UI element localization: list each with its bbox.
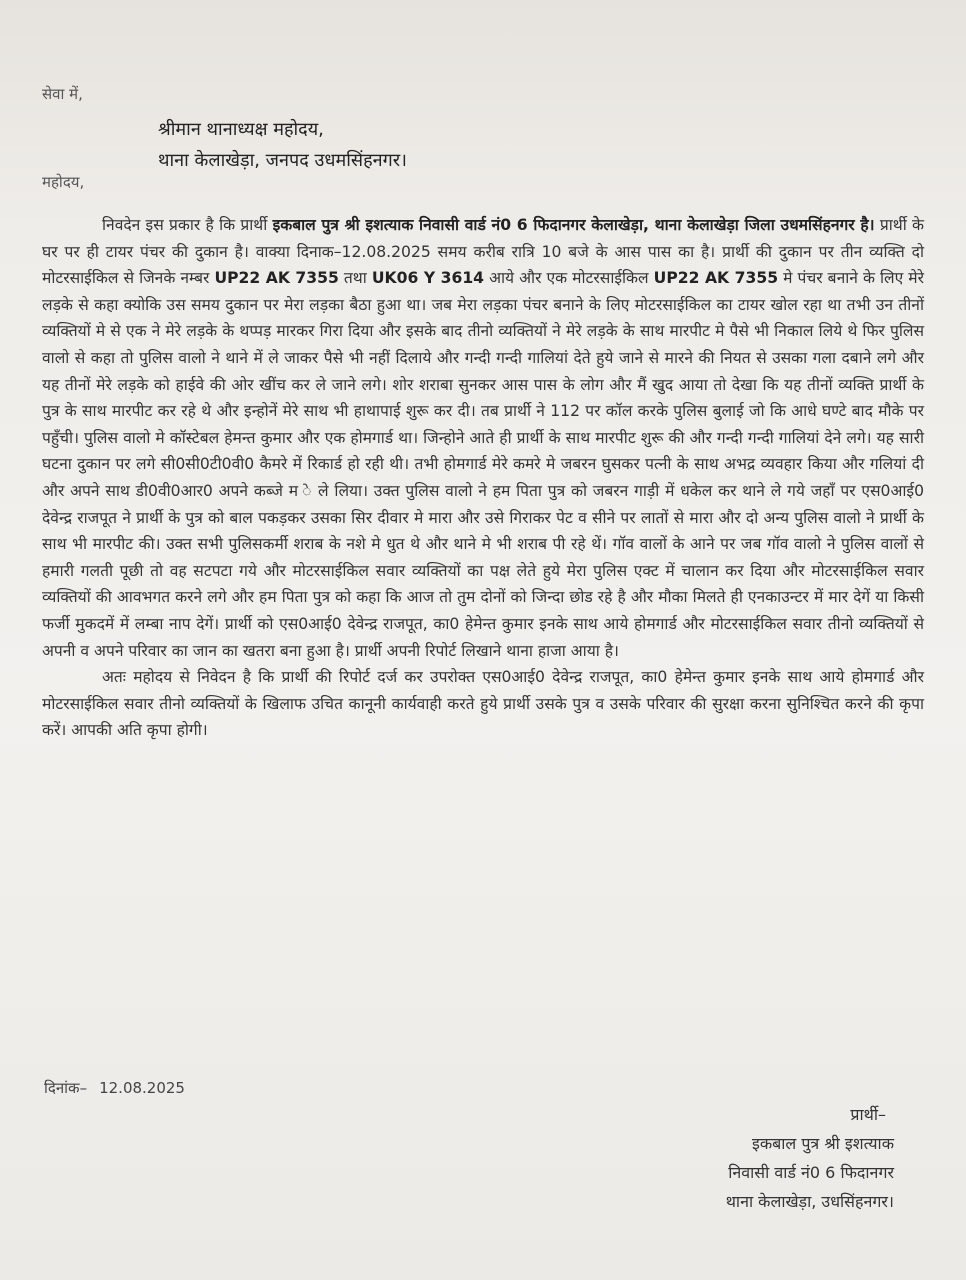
signature-line-1: इकबाल पुत्र श्री इशत्याक <box>751 1134 894 1153</box>
salutation: सेवा में, <box>42 85 83 103</box>
body-paragraph-1 <box>42 212 924 664</box>
addressee-block <box>158 114 407 176</box>
date-line <box>44 1078 185 1098</box>
p1-text-3: तथा <box>338 269 372 288</box>
p1-text-1: निवदेन इस प्रकार है कि प्रार्थी <box>102 216 273 234</box>
p1-text-4: आये और एक मोटरसाईकिल <box>484 269 654 288</box>
p1-text-5: मे पंचर बनाने के लिए मेरे लड़के से कहा क्योकि उस समय दुकान पर मेरा लड़का बैठा हुआ था। जब मेरा लड़का पंचर बनाने के लिए मोटरसाईकिल का टायर खोल रहा था तभी उन तीनों व्यक्तियों मे से एक ने मेरे लड़के के थप्पड़ मारकर गिरा दिया और इसके बाद तीनो व्यक्तियों ने मेरे लड़के के साथ मारपीट मे पैसे भी निकाल लिये थे फिर पुलिस वालो से कहा तो पुलिस वालो ने थाने में ले जाकर पैसे भी नहीं दिलाये और गन्दी गन्दी गालियां देते हुये जाने से मारने की नियत से उसका गला दबाने लगे और यह तीनों मेरे लड़के को हाईवे की ओर खींच कर ले जाने लगे। शोर शराबा सुनकर आस पास के लोग और मैं खुद आया तो देखा कि यह तीनों व्यक्ति प्रार्थी के पुत्र के साथ मारपीट कर रहे थे और इन्होनें मेरे साथ भी हाथापाई शुरू कर दी। तब प्रार्थी ने 112 पर कॉल करके पुलिस बुलाई जो कि आधे घण्टे बाद मौके पर पहुँची। पुलिस वालो मे कॉस्टेबल हेमन्त कुमार और एक होमगार्ड था। जिन्होने आते ही प्रार्थी के साथ मारपीट शुरू की और गन्दी गन्दी गालियां देने लगे। यह सारी घटना दुकान पर लगे सी0सी0टी0वी0 कैमरे में रिकार्ड हो रही थी। तभी होमगार्ड मेरे कमरे मे जबरन घुसकर पत्नी के साथ अभद्र व्यवहार किया और गलियां दी और अपने साथ डी0वी0आर0 अपने कब्जे म े ले लिया। उक्त पुलिस वालो ने हम पिता पुत्र को जबरन गाड़ी में धकेल कर थाने ले गये जहाँ पर एस0आई0 देवेन्द्र राजपूत ने प्रार्थी के पुत्र को बाल पकड़कर उसका सिर दीवार मे मारा और उसे गिराकर पेट व सीने पर लातों से मारा और दो अन्य पुलिस वालो ने प्रार्थी के साथ भी मारपीट की। उक्त सभी पुलिसकर्मी शराब के नशे मे धुत थे और थाने मे भी शराब पी रहे थें। गॉव वालों के आने पर जब गॉव वालो ने पुलिस वालों से हमारी गलती पूछी तो वह सटपटा गये और मोटरसाईकिल सवार व्यक्तियों का पक्ष लेते हुये मेरा पुलिस एक्ट में चालान कर दिया और मोटरसाईकिल सवार व्यक्तियों की आवभगत करने लगे और हम पिता पुत्र को कहा कि आज तो तुम दोनों को जिन्दा छोड रहे है और मौका मिलते ही एनकाउन्टर में मार देगें या किसी फर्जी मुकदमें में लम्बा नाप देगें। प्रार्थी को एस0आई0 देवेन्द्र राजपूत, का0 हेमेन्त कुमार इनके साथ आये होमगार्ड और मोटरसाईकिल सवार तीनो व्यक्तियों से अपनी व अपने परिवार का जान का खतरा बना हुआ है। प्रार्थी अपनी रिपोर्ट लिखाने थाना हाजा आया है। <box>42 269 925 660</box>
vehicle-number-2: UK06 Y 3614 <box>371 269 485 288</box>
body-paragraph-2: अतः महोदय से निवेदन है कि प्रार्थी की रिपोर्ट दर्ज कर उपरोक्त एस0आई0 देवेन्द्र राजपूत, का0 हेमेन्त कुमार इनके साथ आये होमगार्ड और मोटरसाईकिल सवार तीनो व्यक्तियों के खिलाफ उचित कानूनी कार्यवाही करते हुये प्रार्थी उसके पुत्र व उसके परिवार की सुरक्षा करना सुनिश्चित करने की कृपा करें। आपकी अति कृपा होगी। <box>42 668 924 740</box>
addressee-line-2: थाना केलाखेड़ा, जनपद उधमसिंहनगर। <box>158 150 407 171</box>
vehicle-number-3: UP22 AK 7355 <box>653 269 779 288</box>
letter-body <box>42 212 924 744</box>
greeting: महोदय, <box>42 173 85 191</box>
signature-label: प्रार्थी– <box>850 1105 886 1124</box>
date-label: दिनांक– <box>44 1079 88 1097</box>
date-value: 12.08.2025 <box>99 1079 185 1097</box>
addressee-line-1: श्रीमान थानाध्यक्ष महोदय, <box>158 119 324 140</box>
signature-line-3: थाना केलाखेड़ा, उधसिंहनगर। <box>725 1192 894 1211</box>
p1-text-2: प्रार्थी के घर पर ही टायर पंचर की दुकान है। वाक्या दिनाक–12.08.2025 समय करीब रात्रि 10 बजे के आस पास का है। प्रार्थी की दुकान पर तीन व्यक्ति दो मोटरसाईकिल से जिनके नम्बर <box>42 216 925 288</box>
signature-line-2: निवासी वार्ड नं0 6 फिदानगर <box>728 1163 894 1182</box>
signature-block <box>726 1100 894 1216</box>
vehicle-number-1: UP22 AK 7355 <box>214 269 339 288</box>
applicant-details: इकबाल पुत्र श्री इशत्याक निवासी वार्ड नं0 6 फिदानगर केलाखेड़ा, थाना केलाखेड़ा जिला उधमसिंहनगर है। <box>272 216 875 234</box>
